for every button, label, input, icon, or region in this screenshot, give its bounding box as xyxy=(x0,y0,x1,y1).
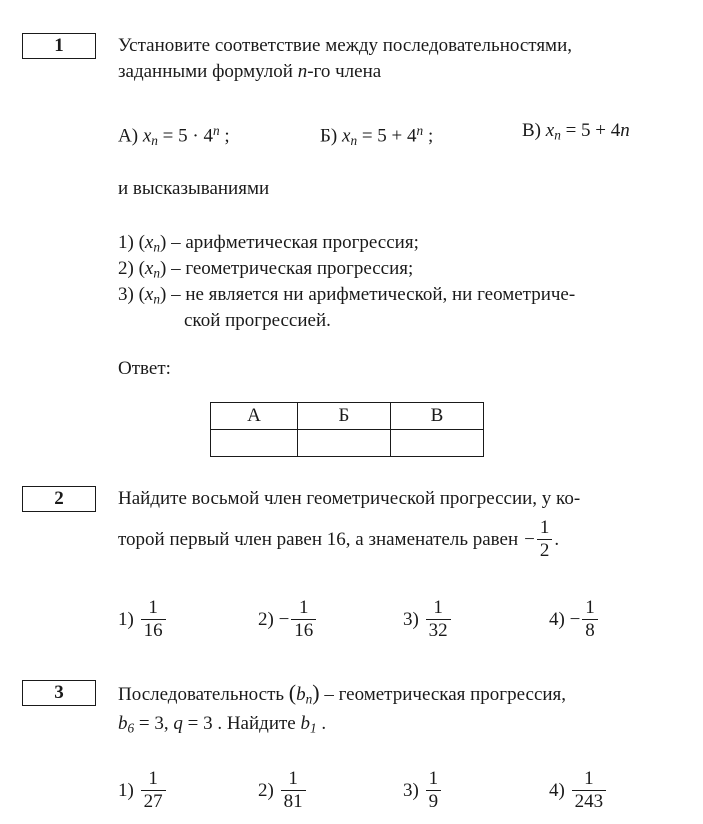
option-label: 2) xyxy=(258,608,274,630)
answer-header-c: В xyxy=(391,403,484,430)
option-3[interactable] xyxy=(403,597,453,642)
answer-table xyxy=(210,402,484,457)
option-label: 1) xyxy=(118,779,134,801)
variable: b xyxy=(300,713,310,734)
variable: x xyxy=(342,125,351,147)
answer-cell-c[interactable] xyxy=(391,430,484,457)
variable: x xyxy=(144,258,154,279)
text-fragment: = 3 . Найдите xyxy=(182,713,301,734)
formula-a xyxy=(118,117,230,155)
statement-text: ) – не является ни арифметической, ни геометриче- xyxy=(160,284,576,305)
text-fragment: – геометрическая прогрессия, xyxy=(319,684,567,705)
option-label: 1) xyxy=(118,608,134,630)
text-fragment: заданными формулой xyxy=(118,61,298,82)
text-fragment: Последовательность xyxy=(118,684,289,705)
denominator: 243 xyxy=(572,790,607,813)
statement-num: 3) ( xyxy=(118,284,145,305)
subscript: 1 xyxy=(309,720,317,736)
option-1[interactable] xyxy=(118,597,168,642)
variable: n xyxy=(620,120,630,141)
variable: b xyxy=(296,684,306,705)
subscript: n xyxy=(153,239,160,255)
subscript: n xyxy=(153,265,160,281)
task-number-box: 2 xyxy=(22,486,96,512)
text-fragment: ; xyxy=(423,125,434,147)
text-fragment: ; xyxy=(219,125,230,147)
formula-label: Б) xyxy=(320,125,338,147)
option-label: 3) xyxy=(403,608,419,630)
option-label: 4) xyxy=(549,608,565,630)
option-fraction xyxy=(572,768,607,813)
option-3[interactable] xyxy=(403,768,443,813)
variable: x xyxy=(545,120,555,141)
variable: b xyxy=(118,713,128,734)
formula-b xyxy=(320,117,433,155)
subscript: n xyxy=(151,132,158,148)
numerator: 1 xyxy=(584,768,594,789)
text-fragment: торой первый член равен 16, а знаменатель равен xyxy=(118,528,519,550)
denominator: 9 xyxy=(426,790,442,813)
minus-sign: − xyxy=(524,528,535,550)
formula-rhs: = 5 + 4 xyxy=(357,125,417,147)
formula-c xyxy=(522,117,630,149)
statement-num: 2) ( xyxy=(118,258,145,279)
answer-cell-b[interactable] xyxy=(298,430,391,457)
variable: x xyxy=(144,232,154,253)
numerator: 1 xyxy=(539,517,550,538)
variable: x xyxy=(144,284,154,305)
answer-label: Ответ: xyxy=(118,358,171,379)
superscript: n xyxy=(212,123,220,138)
subscript: 6 xyxy=(127,720,135,736)
numerator: 1 xyxy=(585,597,595,618)
formula-rhs: = 5 · 4 xyxy=(157,125,213,147)
task-text xyxy=(118,710,326,742)
option-2[interactable] xyxy=(258,768,308,813)
task-text: Установите соответствие между последовательностями, xyxy=(118,35,572,56)
option-fraction xyxy=(426,597,451,642)
answer-cell-a[interactable] xyxy=(211,430,298,457)
denominator: 8 xyxy=(582,619,598,642)
denominator: 27 xyxy=(141,790,166,813)
option-label: 3) xyxy=(403,779,419,801)
numerator: 1 xyxy=(288,768,298,789)
subscript: n xyxy=(305,691,313,707)
denominator: 16 xyxy=(291,619,316,642)
denominator: 2 xyxy=(537,539,553,562)
subscript: n xyxy=(554,127,561,143)
option-2[interactable] xyxy=(258,597,318,642)
formula-label: В) xyxy=(522,120,541,141)
option-sign: − xyxy=(569,608,581,630)
task-text xyxy=(118,58,381,86)
task-text: Найдите восьмой член геометрической прогрессии, у ко- xyxy=(118,488,581,509)
numerator: 1 xyxy=(433,597,443,618)
text-fragment: . xyxy=(554,528,560,550)
option-fraction xyxy=(141,768,166,813)
connector-text: и высказываниями xyxy=(118,178,270,199)
task-text xyxy=(118,517,559,562)
text-fragment: -го члена xyxy=(307,61,382,82)
statement-3-continuation: ской прогрессией. xyxy=(184,310,331,331)
task-text: Последовательность $(b_n)$ – геометрическая прогрессия, xyxy=(118,680,567,707)
formula-label: А) xyxy=(118,125,139,147)
denominator: 16 xyxy=(141,619,166,642)
option-fraction xyxy=(582,597,598,642)
option-1[interactable] xyxy=(118,768,168,813)
statement-num: 1) ( xyxy=(118,232,145,253)
option-label: 4) xyxy=(549,779,565,801)
option-fraction xyxy=(281,768,306,813)
variable: q xyxy=(173,713,183,734)
variable: n xyxy=(297,61,308,82)
subscript: n xyxy=(350,132,358,148)
option-fraction xyxy=(141,597,166,642)
superscript: n xyxy=(416,123,424,138)
answer-header-b: Б xyxy=(298,403,391,430)
option-sign: − xyxy=(278,608,290,630)
denominator: 32 xyxy=(426,619,451,642)
denominator: 81 xyxy=(281,790,306,813)
answer-table-header-row xyxy=(211,403,484,430)
text-fragment: = 3, xyxy=(134,713,174,734)
answer-table-input-row xyxy=(211,430,484,457)
answer-header-a: А xyxy=(211,403,298,430)
option-4[interactable] xyxy=(549,597,600,642)
option-fraction xyxy=(291,597,316,642)
option-4[interactable] xyxy=(549,768,608,813)
task-number-box: 3 xyxy=(22,680,96,706)
text-fragment: . xyxy=(316,713,327,734)
numerator: 1 xyxy=(148,597,158,618)
task-number-box: 1 xyxy=(22,33,96,59)
option-fraction xyxy=(426,768,442,813)
numerator: 1 xyxy=(428,768,439,789)
formula-rhs: = 5 + 4 xyxy=(560,120,621,141)
numerator: 1 xyxy=(299,597,309,618)
variable: x xyxy=(142,125,152,147)
statement-text: ) – геометрическая прогрессия; xyxy=(160,258,414,279)
option-label: 2) xyxy=(258,779,274,801)
numerator: 1 xyxy=(148,768,158,789)
statement-text: ) – арифметическая прогрессия; xyxy=(160,232,419,253)
ratio-fraction xyxy=(537,517,553,562)
subscript: n xyxy=(153,291,160,307)
